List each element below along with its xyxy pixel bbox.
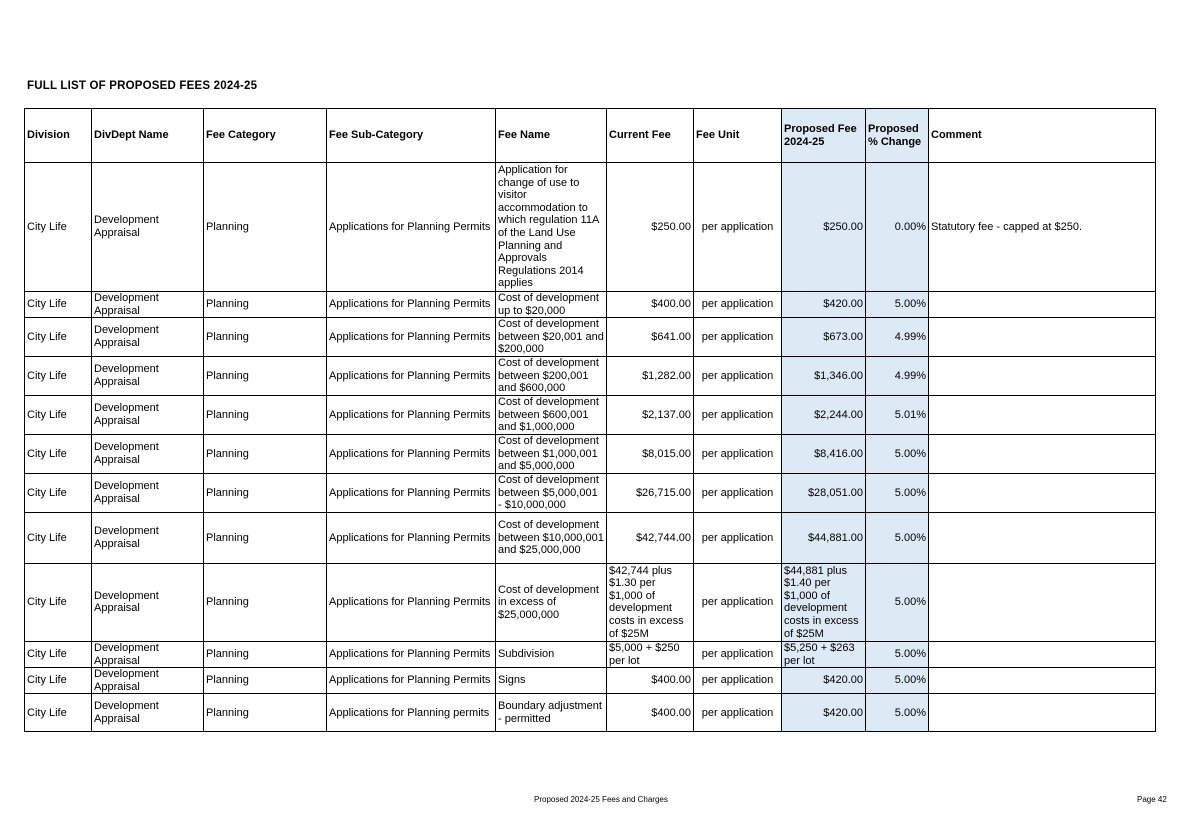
table-row: [25, 434, 1156, 473]
cell-current-fee: $1,282.00: [607, 356, 694, 395]
cell-subcategory: Applications for Planning Permits: [327, 668, 496, 694]
cell-change: 5.00%: [866, 641, 929, 667]
header-proposed-fee: Proposed Fee 2024-25: [782, 109, 866, 163]
cell-category: Planning: [204, 563, 327, 641]
cell-subcategory: Applications for Planning permits: [327, 694, 496, 732]
header-divdept-name: DivDept Name: [92, 109, 204, 163]
cell-proposed-fee: $250.00: [782, 163, 866, 292]
cell-comment: [929, 434, 1156, 473]
cell-current-fee: $641.00: [607, 318, 694, 357]
cell-fee-name: Boundary adjustment - permitted: [496, 694, 607, 732]
cell-proposed-fee: $8,416.00: [782, 434, 866, 473]
cell-dept: Development Appraisal: [92, 434, 204, 473]
cell-fee-name: Cost of development between $5,000,001 - $10,000,000: [496, 473, 607, 512]
cell-category: Planning: [204, 318, 327, 357]
cell-subcategory: Applications for Planning Permits: [327, 356, 496, 395]
table-row: [25, 563, 1156, 641]
cell-subcategory: Applications for Planning Permits: [327, 641, 496, 667]
cell-subcategory: Applications for Planning Permits: [327, 434, 496, 473]
table-row: [25, 668, 1156, 694]
cell-subcategory: Applications for Planning Permits: [327, 473, 496, 512]
cell-unit: per application: [694, 473, 782, 512]
cell-subcategory: Applications for Planning Permits: [327, 563, 496, 641]
table-row: [25, 292, 1156, 318]
cell-division: City Life: [25, 473, 92, 512]
cell-unit: per application: [694, 641, 782, 667]
cell-proposed-fee: $1,346.00: [782, 356, 866, 395]
cell-division: City Life: [25, 694, 92, 732]
cell-change: 5.00%: [866, 694, 929, 732]
cell-dept: Development Appraisal: [92, 641, 204, 667]
cell-unit: per application: [694, 318, 782, 357]
cell-category: Planning: [204, 694, 327, 732]
cell-subcategory: Applications for Planning Permits: [327, 292, 496, 318]
cell-comment: [929, 292, 1156, 318]
cell-unit: per application: [694, 668, 782, 694]
cell-division: City Life: [25, 434, 92, 473]
cell-current-fee: $400.00: [607, 668, 694, 694]
cell-change: 5.00%: [866, 473, 929, 512]
cell-proposed-fee: $44,881 plus $1.40 per $1,000 of development costs in excess of $25M: [782, 563, 866, 641]
cell-proposed-fee: $2,244.00: [782, 395, 866, 434]
cell-fee-name: Application for change of use to visitor accommodation to which regulation 11A of the Land Use Planning and Approvals Regulations 2014 applies: [496, 163, 607, 292]
cell-category: Planning: [204, 292, 327, 318]
cell-unit: per application: [694, 434, 782, 473]
header-division: Division: [25, 109, 92, 163]
cell-current-fee: $400.00: [607, 694, 694, 732]
cell-current-fee: $250.00: [607, 163, 694, 292]
cell-division: City Life: [25, 512, 92, 563]
cell-current-fee: $42,744 plus $1.30 per $1,000 of development costs in excess of $25M: [607, 563, 694, 641]
cell-division: City Life: [25, 641, 92, 667]
cell-unit: per application: [694, 512, 782, 563]
cell-comment: [929, 563, 1156, 641]
table-row: [25, 318, 1156, 357]
cell-comment: [929, 641, 1156, 667]
cell-current-fee: $2,137.00: [607, 395, 694, 434]
header-fee-unit: Fee Unit: [694, 109, 782, 163]
table-row: [25, 163, 1156, 292]
footer-document-title: Proposed 2024-25 Fees and Charges: [534, 795, 668, 804]
cell-comment: [929, 356, 1156, 395]
header-comment: Comment: [929, 109, 1156, 163]
cell-subcategory: Applications for Planning Permits: [327, 512, 496, 563]
cell-category: Planning: [204, 395, 327, 434]
table-row: [25, 395, 1156, 434]
cell-dept: Development Appraisal: [92, 668, 204, 694]
cell-fee-name: Cost of development in excess of $25,000,000: [496, 563, 607, 641]
cell-current-fee: $5,000 + $250 per lot: [607, 641, 694, 667]
cell-current-fee: $42,744.00: [607, 512, 694, 563]
cell-current-fee: $26,715.00: [607, 473, 694, 512]
cell-division: City Life: [25, 318, 92, 357]
header-proposed-change: Proposed % Change: [866, 109, 929, 163]
cell-proposed-fee: $5,250 + $263 per lot: [782, 641, 866, 667]
cell-change: 5.00%: [866, 668, 929, 694]
cell-dept: Development Appraisal: [92, 473, 204, 512]
cell-category: Planning: [204, 641, 327, 667]
cell-fee-name: Subdivision: [496, 641, 607, 667]
header-fee-sub-category: Fee Sub-Category: [327, 109, 496, 163]
cell-unit: per application: [694, 694, 782, 732]
header-row: [25, 109, 1156, 163]
cell-fee-name: Cost of development up to $20,000: [496, 292, 607, 318]
cell-dept: Development Appraisal: [92, 318, 204, 357]
cell-division: City Life: [25, 292, 92, 318]
cell-division: City Life: [25, 163, 92, 292]
cell-division: City Life: [25, 356, 92, 395]
cell-current-fee: $400.00: [607, 292, 694, 318]
cell-fee-name: Cost of development between $20,001 and $200,000: [496, 318, 607, 357]
cell-category: Planning: [204, 356, 327, 395]
table-row: [25, 356, 1156, 395]
cell-division: City Life: [25, 395, 92, 434]
cell-comment: [929, 512, 1156, 563]
cell-comment: [929, 395, 1156, 434]
cell-change: 5.00%: [866, 292, 929, 318]
cell-unit: per application: [694, 395, 782, 434]
header-fee-category: Fee Category: [204, 109, 327, 163]
cell-dept: Development Appraisal: [92, 563, 204, 641]
page-title: FULL LIST OF PROPOSED FEES 2024-25: [27, 80, 258, 92]
footer-page-number: Page 42: [1137, 795, 1167, 804]
cell-subcategory: Applications for Planning Permits: [327, 318, 496, 357]
cell-comment: [929, 668, 1156, 694]
table-row: [25, 641, 1156, 667]
cell-proposed-fee: $673.00: [782, 318, 866, 357]
cell-division: City Life: [25, 563, 92, 641]
cell-comment: [929, 318, 1156, 357]
cell-unit: per application: [694, 356, 782, 395]
cell-fee-name: Cost of development between $600,001 and $1,000,000: [496, 395, 607, 434]
cell-category: Planning: [204, 473, 327, 512]
cell-comment: Statutory fee - capped at $250.: [929, 163, 1156, 292]
cell-fee-name: Cost of development between $10,000,001 and $25,000,000: [496, 512, 607, 563]
cell-dept: Development Appraisal: [92, 356, 204, 395]
cell-fee-name: Signs: [496, 668, 607, 694]
cell-subcategory: Applications for Planning Permits: [327, 163, 496, 292]
cell-unit: per application: [694, 292, 782, 318]
cell-change: 5.00%: [866, 434, 929, 473]
cell-change: 4.99%: [866, 356, 929, 395]
cell-category: Planning: [204, 668, 327, 694]
cell-current-fee: $8,015.00: [607, 434, 694, 473]
table-row: [25, 694, 1156, 732]
cell-unit: per application: [694, 163, 782, 292]
cell-proposed-fee: $28,051.00: [782, 473, 866, 512]
cell-category: Planning: [204, 434, 327, 473]
cell-proposed-fee: $420.00: [782, 668, 866, 694]
cell-dept: Development Appraisal: [92, 395, 204, 434]
cell-fee-name: Cost of development between $1,000,001 and $5,000,000: [496, 434, 607, 473]
cell-dept: Development Appraisal: [92, 512, 204, 563]
cell-division: City Life: [25, 668, 92, 694]
cell-proposed-fee: $420.00: [782, 292, 866, 318]
cell-change: 0.00%: [866, 163, 929, 292]
cell-category: Planning: [204, 163, 327, 292]
cell-unit: per application: [694, 563, 782, 641]
header-fee-name: Fee Name: [496, 109, 607, 163]
cell-dept: Development Appraisal: [92, 163, 204, 292]
cell-dept: Development Appraisal: [92, 694, 204, 732]
cell-change: 5.00%: [866, 512, 929, 563]
fees-table: [24, 108, 1156, 732]
table-row: [25, 473, 1156, 512]
cell-change: 5.00%: [866, 563, 929, 641]
table-row: [25, 512, 1156, 563]
cell-proposed-fee: $420.00: [782, 694, 866, 732]
cell-change: 4.99%: [866, 318, 929, 357]
header-current-fee: Current Fee: [607, 109, 694, 163]
cell-change: 5.01%: [866, 395, 929, 434]
cell-dept: Development Appraisal: [92, 292, 204, 318]
cell-category: Planning: [204, 512, 327, 563]
cell-fee-name: Cost of development between $200,001 and $600,000: [496, 356, 607, 395]
cell-subcategory: Applications for Planning Permits: [327, 395, 496, 434]
cell-comment: [929, 694, 1156, 732]
cell-comment: [929, 473, 1156, 512]
cell-proposed-fee: $44,881.00: [782, 512, 866, 563]
